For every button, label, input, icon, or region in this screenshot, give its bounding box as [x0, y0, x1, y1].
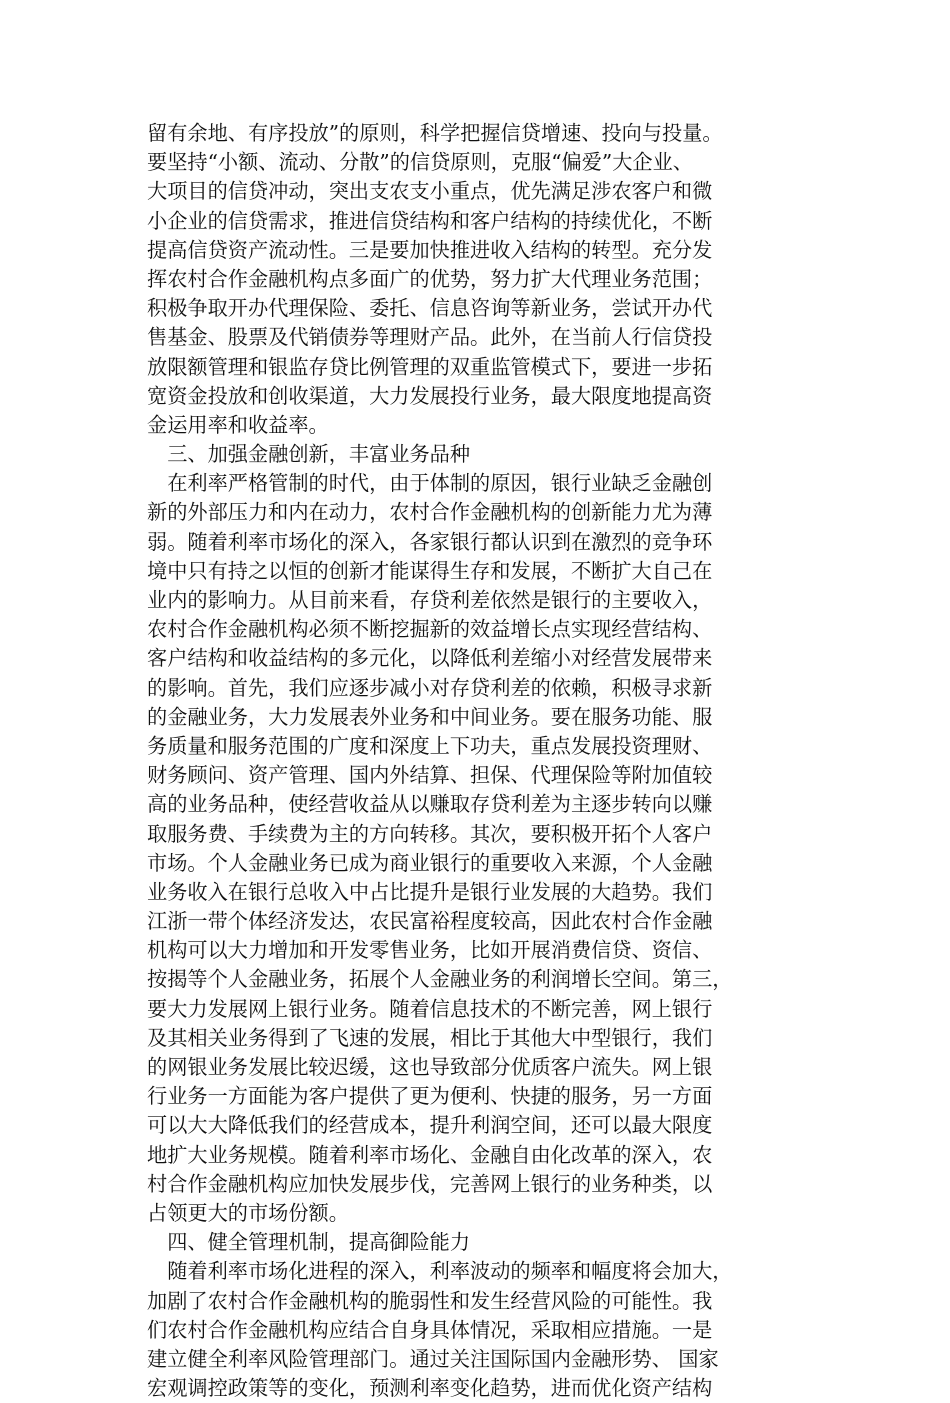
text-line: 随着利率市场化进程的深入，利率波动的频率和幅度将会加大， [147, 1259, 733, 1284]
text-line: 在利率严格管制的时代，由于体制的原因，银行业缺乏金融创 [147, 471, 713, 496]
text-line: 境中只有持之以恒的创新才能谋得生存和发展，不断扩大自己在 [147, 558, 713, 583]
text-line: 的网银业务发展比较迟缓，这也导致部分优质客户流失。网上银 [147, 1055, 713, 1079]
text-line: 占领更大的市场份额。 [147, 1200, 349, 1225]
body-text [147, 119, 787, 1403]
text-line: 建立健全利率风险管理部门。通过关注国际国内金融形势、 国家 [147, 1346, 719, 1371]
text-line: 积极争取开办代理保险、委托、信息咨询等新业务，尝试开办代 [147, 296, 713, 321]
text-line: 宏观调控政策等的变化，预测利率变化趋势，进而优化资产结构 [147, 1376, 713, 1401]
text-line: 挥农村合作金融机构点多面广的优势，努力扩大代理业务范围； [147, 266, 713, 291]
text-line: 按揭等个人金融业务，拓展个人金融业务的利润增长空间。第三， [147, 967, 733, 992]
text-line: 及其相关业务得到了飞速的发展，相比于其他大中型银行，我们 [147, 1025, 713, 1050]
text-line: 江浙一带个体经济发达，农民富裕程度较高，因此农村合作金融 [147, 909, 713, 934]
text-line: 机构可以大力增加和开发零售业务，比如开展消费信贷、资信、 [147, 938, 713, 963]
text-line: 务质量和服务范围的广度和深度上下功夫，重点发展投资理财、 [147, 733, 713, 758]
text-line: 弱。随着利率市场化的深入，各家银行都认识到在激烈的竞争环 [147, 529, 713, 554]
document-page [147, 119, 787, 1403]
text-line: 的金融业务，大力发展表外业务和中间业务。要在服务功能、服 [147, 704, 713, 729]
text-line: 农村合作金融机构必须不断挖掘新的效益增长点实现经营结构、 [147, 617, 713, 642]
text-line: 小企业的信贷需求，推进信贷结构和客户结构的持续优化，不断 [147, 208, 713, 233]
text-line: 的影响。首先，我们应逐步减小对存贷利差的依赖，积极寻求新 [147, 675, 713, 700]
text-line: 业内的影响力。从目前来看，存贷利差依然是银行的主要收入， [147, 588, 713, 612]
text-line: 行业务一方面能为客户提供了更为便利、快捷的服务，另一方面 [147, 1084, 713, 1109]
text-line: 留有余地、有序投放”的原则，科学把握信贷增速、投向与投量。 [147, 121, 723, 145]
text-line: 放限额管理和银监存贷比例管理的双重监管模式下，要进一步拓 [147, 354, 713, 379]
text-line: 提高信贷资产流动性。三是要加快推进收入结构的转型。充分发 [147, 237, 713, 262]
text-line: 们农村合作金融机构应结合自身具体情况，采取相应措施。一是 [147, 1317, 713, 1342]
text-line: 可以大大降低我们的经营成本，提升利润空间，还可以最大限度 [147, 1113, 713, 1138]
text-line: 三、加强金融创新，丰富业务品种 [147, 442, 471, 467]
text-line: 大项目的信贷冲动，突出支农支小重点，优先满足涉农客户和微 [147, 179, 713, 204]
text-line: 业务收入在银行总收入中占比提升是银行业发展的大趋势。我们 [147, 879, 713, 904]
text-line: 金运用率和收益率。 [147, 412, 329, 437]
text-line: 宽资金投放和创收渠道，大力发展投行业务，最大限度地提高资 [147, 383, 713, 408]
text-line: 新的外部压力和内在动力，农村合作金融机构的创新能力尤为薄 [147, 500, 713, 525]
text-line: 客户结构和收益结构的多元化，以降低利差缩小对经营发展带来 [147, 646, 713, 671]
text-line: 要坚持“小额、流动、分散”的信贷原则，克服“偏爱”大企业、 [147, 150, 693, 175]
text-line: 高的业务品种，使经营收益从以赚取存贷利差为主逐步转向以赚 [147, 792, 713, 817]
text-line: 四、健全管理机制，提高御险能力 [147, 1230, 471, 1255]
text-line: 财务顾问、资产管理、国内外结算、担保、代理保险等附加值较 [147, 763, 713, 788]
text-line: 加剧了农村合作金融机构的脆弱性和发生经营风险的可能性。我 [147, 1288, 713, 1313]
text-line: 地扩大业务规模。随着利率市场化、金融自由化改革的深入，农 [147, 1142, 713, 1167]
text-line: 售基金、股票及代销债券等理财产品。此外，在当前人行信贷投 [147, 325, 713, 350]
text-line: 要大力发展网上银行业务。随着信息技术的不断完善，网上银行 [147, 996, 713, 1021]
text-line: 取服务费、手续费为主的方向转移。其次，要积极开拓个人客户 [147, 821, 713, 846]
text-line: 村合作金融机构应加快发展步伐，完善网上银行的业务种类，以 [147, 1171, 713, 1196]
text-line: 市场。个人金融业务已成为商业银行的重要收入来源，个人金融 [147, 850, 713, 875]
